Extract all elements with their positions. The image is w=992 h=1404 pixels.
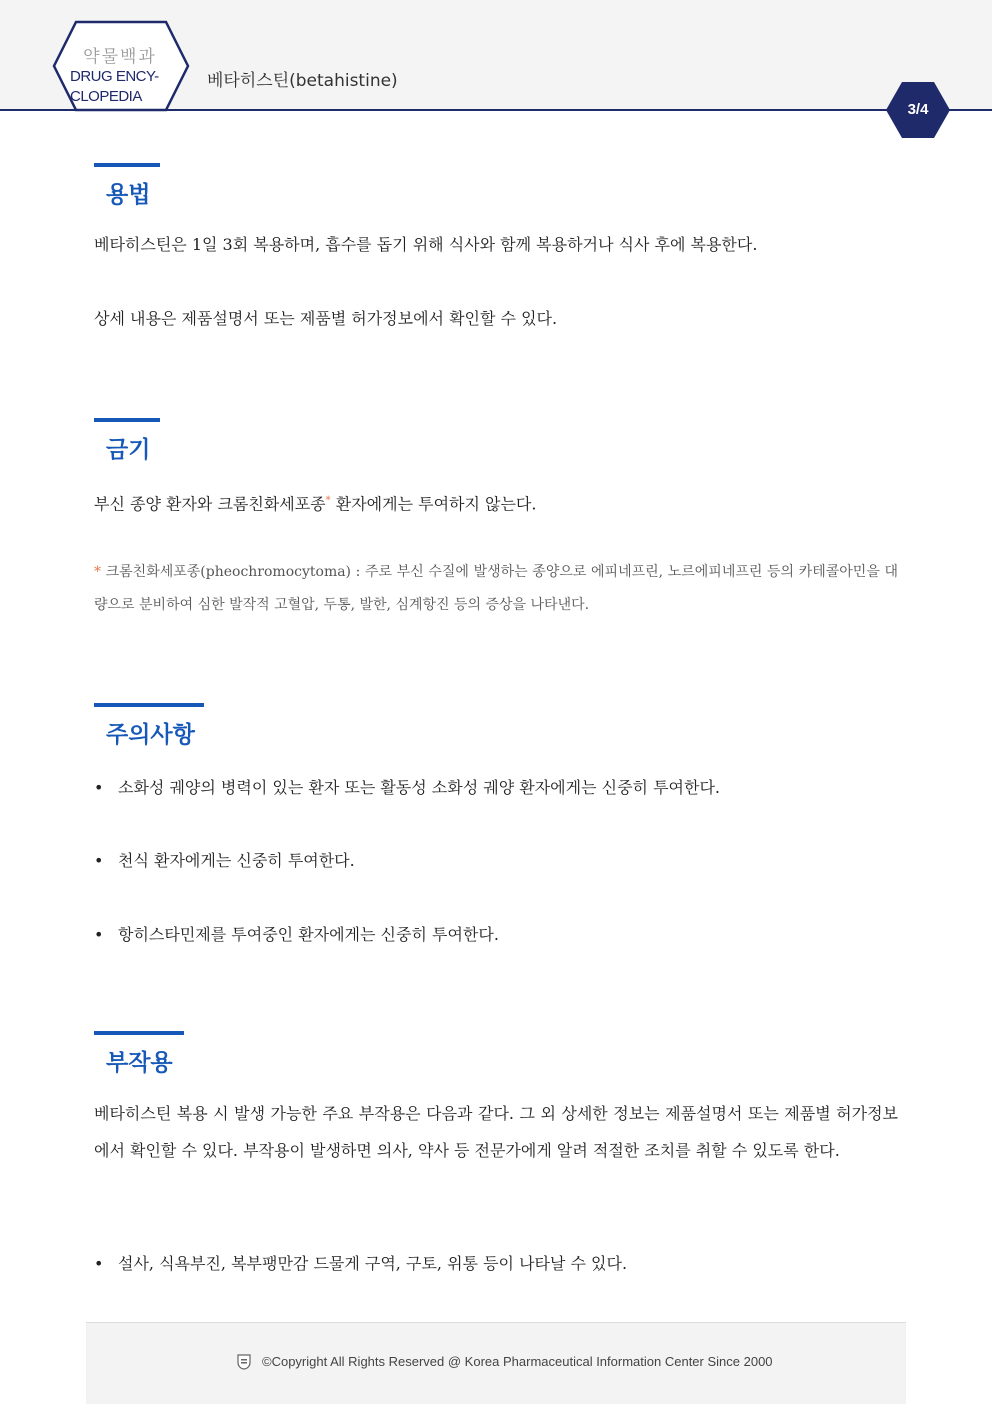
kpic-logo-icon xyxy=(236,1354,252,1370)
logo-english-line1: DRUG ENCY- xyxy=(70,68,159,85)
section-title-usage: 용법 xyxy=(106,182,151,208)
section-bar-precautions xyxy=(94,703,204,707)
section-bar-contraindications xyxy=(94,418,160,422)
copyright-text: ©Copyright All Rights Reserved @ Korea Pharmaceutical Information Center Since 2000 xyxy=(262,1354,773,1369)
precaution-item-text: 소화성 궤양의 병력이 있는 환자 또는 활동성 소화성 궤양 환자에게는 신중히 투여한다. xyxy=(118,778,720,797)
section-title-precautions: 주의사항 xyxy=(106,722,195,748)
note-star-marker: * xyxy=(94,564,101,580)
section-bar-side-effects xyxy=(94,1031,184,1035)
document-title: 베타히스틴(betahistine) xyxy=(207,71,398,91)
page-indicator: 3/4 xyxy=(907,101,929,118)
logo-english-line2: CLOPEDIA xyxy=(70,88,142,105)
side-effect-item-text: 설사, 식욕부진, 복부팽만감 드물게 구역, 구토, 위통 등이 나타날 수 있다. xyxy=(118,1254,628,1273)
bullet-glyph: • xyxy=(94,851,104,870)
section-title-side-effects: 부작용 xyxy=(106,1050,173,1076)
bullet-glyph: • xyxy=(94,925,104,944)
header-divider xyxy=(0,109,992,111)
bullet-glyph: • xyxy=(94,1254,104,1273)
precaution-item-text: 천식 환자에게는 신중히 투여한다. xyxy=(118,851,355,870)
contraindications-paragraph xyxy=(94,482,898,522)
logo-english-text xyxy=(70,67,170,107)
section-bar-usage xyxy=(94,163,160,167)
precaution-item xyxy=(94,848,898,871)
contra-text-before: 부신 종양 환자와 크롬친화세포종 xyxy=(94,494,326,514)
precaution-item-text: 항히스타민제를 투여중인 환자에게는 신중히 투여한다. xyxy=(118,925,499,944)
logo-korean-text: 약물백과 xyxy=(83,47,157,67)
note-text: 크롬친화세포종(pheochromocytoma) : 주로 부신 수질에 발생하는 종양으로 에피네프린, 노르에피네프린 등의 카테콜아민을 대량으로 분비하여 심한 발작적 고혈압, 두통, 발한, 심계항진 등의 증상을 나타낸다. xyxy=(94,564,898,613)
usage-paragraph-2: 상세 내용은 제품설명서 또는 제품별 허가정보에서 확인할 수 있다. xyxy=(94,309,558,328)
usage-paragraph-1: 베타히스틴은 1일 3회 복용하며, 흡수를 돕기 위해 식사와 함께 복용하거나 식사 후에 복용한다. xyxy=(94,235,758,254)
footnote-marker: * xyxy=(325,495,331,506)
side-effect-item xyxy=(94,1251,898,1274)
bullet-glyph: • xyxy=(94,778,104,797)
precaution-item xyxy=(94,775,898,798)
contra-text-after: 환자에게는 투여하지 않는다. xyxy=(330,494,537,514)
side-effects-paragraph: 베타히스틴 복용 시 발생 가능한 주요 부작용은 다음과 같다. 그 외 상세한 정보는 제품설명서 또는 제품별 허가정보에서 확인할 수 있다. 부작용이 발생하면 의사, 약사 등 전문가에게 알려 적절한 조치를 취할 수 있도록 한다. xyxy=(94,1104,898,1160)
pheochromocytoma-note xyxy=(94,556,898,622)
precaution-item xyxy=(94,922,898,945)
section-title-contraindications: 금기 xyxy=(106,437,151,463)
